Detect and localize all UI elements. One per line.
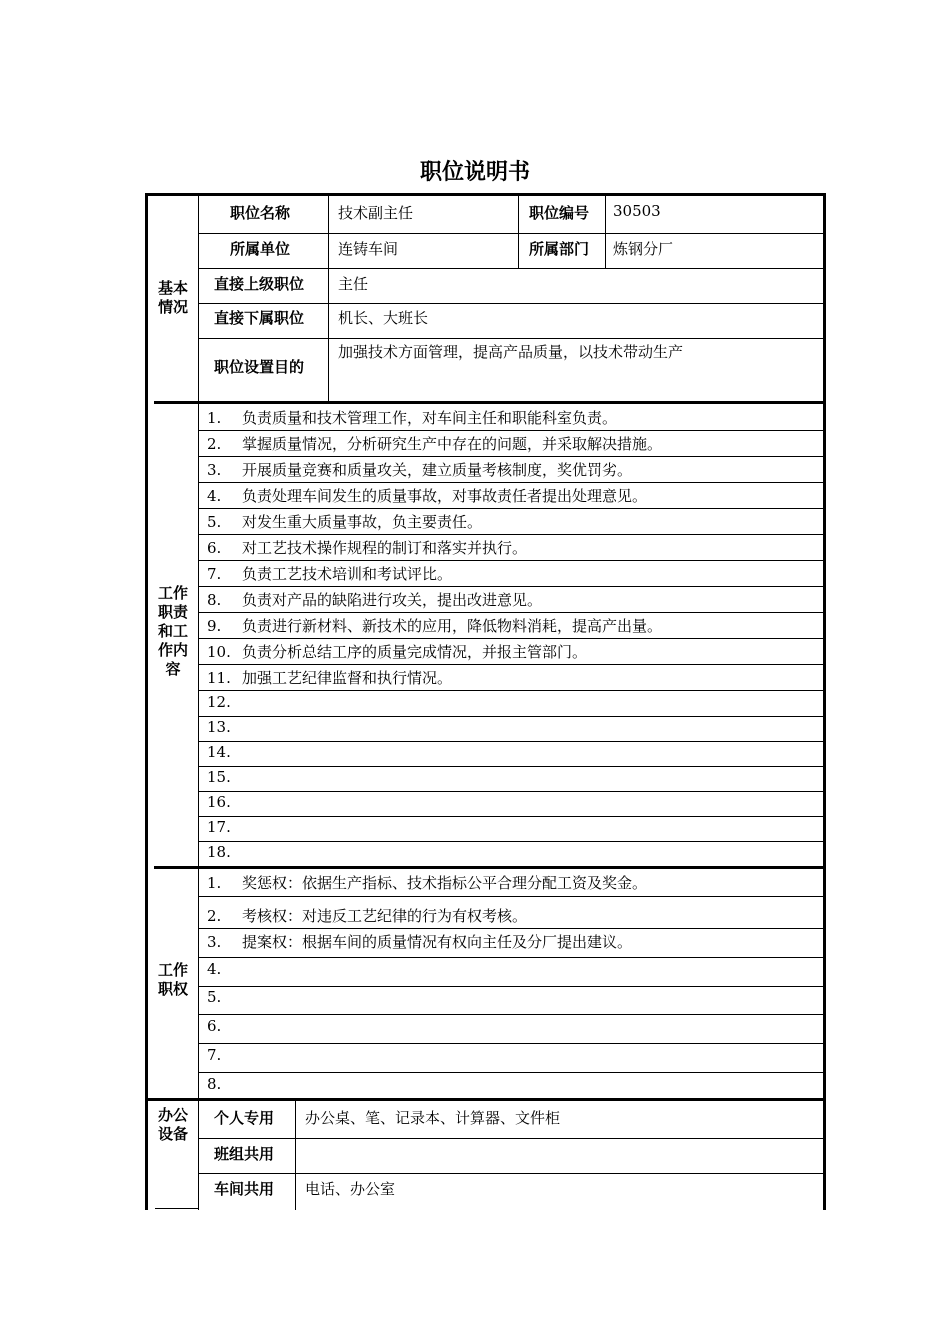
position-name-label: 职位名称 (230, 204, 291, 222)
section-separator (154, 866, 824, 869)
unit-label: 所属单位 (230, 240, 291, 258)
item-number: 6. (207, 1017, 222, 1035)
divider (198, 1173, 824, 1174)
row-divider (198, 456, 824, 457)
item-text: 对发生重大质量事故，负主要责任。 (242, 513, 483, 531)
personal-value: 办公桌、笔、记录本、计算器、文件柜 (305, 1109, 561, 1127)
item-number: 7. (207, 1046, 222, 1064)
item-text: 开展质量竞赛和质量攻关，建立质量考核制度，奖优罚劣。 (242, 461, 633, 479)
row-divider (198, 508, 824, 509)
subordinate-label: 直接下属职位 (214, 309, 305, 327)
position-code-label: 职位编号 (529, 204, 590, 222)
row-divider (198, 841, 824, 842)
list-item (207, 563, 452, 584)
item-number: 1. (207, 874, 222, 892)
item-number: 15. (207, 768, 231, 786)
item-number: 8. (207, 1075, 222, 1093)
list-item (207, 743, 242, 761)
page-title: 职位说明书 (419, 160, 530, 185)
row-divider (198, 957, 824, 958)
item-number: 3. (207, 933, 222, 951)
item-number: 4. (207, 487, 222, 505)
item-text: 负责质量和技术管理工作，对车间主任和职能科室负责。 (242, 409, 618, 427)
list-item (207, 988, 242, 1006)
item-number: 18. (207, 843, 231, 861)
list-item (207, 718, 242, 736)
list-item (207, 768, 242, 786)
purpose-value: 加强技术方面管理，提高产品质量，以技术带动生产 (338, 343, 684, 361)
divider (518, 196, 519, 268)
section-separator (154, 401, 824, 404)
row-divider (198, 638, 824, 639)
list-item (207, 843, 242, 861)
item-text: 对工艺技术操作规程的制订和落实并执行。 (242, 539, 528, 557)
item-number: 16. (207, 793, 231, 811)
item-number: 17. (207, 818, 231, 836)
row-divider (198, 986, 824, 987)
divider (198, 338, 824, 339)
row-divider (198, 612, 824, 613)
list-item (207, 960, 242, 978)
divider (605, 196, 606, 268)
item-text: 加强工艺纪律监督和执行情况。 (242, 669, 453, 687)
row-divider (198, 741, 824, 742)
list-item (207, 872, 647, 893)
list-item (207, 485, 647, 506)
row-divider (198, 716, 824, 717)
item-number: 7. (207, 565, 222, 583)
list-item (207, 589, 542, 610)
row-divider (198, 430, 824, 431)
section-equipment-label: 办公 设备 (157, 1106, 188, 1143)
dept-value: 炼钢分厂 (613, 240, 674, 258)
item-number: 2. (207, 435, 222, 453)
row-divider (198, 896, 824, 897)
section-authority-label: 工作 职权 (157, 961, 188, 998)
item-number: 5. (207, 513, 222, 531)
row-divider (198, 586, 824, 587)
list-item (207, 641, 587, 662)
row-divider (198, 690, 824, 691)
item-number: 4. (207, 960, 222, 978)
item-text: 提案权：根据车间的质量情况有权向主任及分厂提出建议。 (242, 933, 633, 951)
row-divider (198, 791, 824, 792)
item-number: 13. (207, 718, 231, 736)
list-item (207, 931, 632, 952)
item-number: 10. (207, 643, 231, 661)
table-bottom-border (155, 1208, 199, 1209)
list-item (207, 615, 662, 636)
divider (328, 196, 329, 402)
section-separator (148, 1098, 824, 1101)
item-number: 9. (207, 617, 222, 635)
purpose-label: 职位设置目的 (214, 358, 305, 376)
list-item (207, 1046, 242, 1064)
item-text: 负责进行新材料、新技术的应用，降低物料消耗，提高产出量。 (242, 617, 663, 635)
row-divider (198, 482, 824, 483)
list-item (207, 1075, 242, 1093)
item-text: 负责处理车间发生的质量事故，对事故责任者提出处理意见。 (242, 487, 648, 505)
row-divider (198, 1072, 824, 1073)
item-text: 掌握质量情况，分析研究生产中存在的问题，并采取解决措施。 (242, 435, 663, 453)
superior-label: 直接上级职位 (214, 275, 305, 293)
list-item (207, 1017, 242, 1035)
divider (198, 1138, 824, 1139)
row-divider (198, 816, 824, 817)
section-basic-label: 基本 情况 (157, 279, 188, 316)
superior-value: 主任 (338, 275, 369, 293)
item-text: 考核权：对违反工艺纪律的行为有权考核。 (242, 907, 528, 925)
list-item (207, 693, 242, 711)
personal-label: 个人专用 (214, 1109, 275, 1127)
item-number: 1. (207, 409, 222, 427)
unit-value: 连铸车间 (338, 240, 399, 258)
item-number: 2. (207, 907, 222, 925)
item-number: 12. (207, 693, 231, 711)
divider (295, 1100, 296, 1210)
list-item (207, 793, 242, 811)
row-divider (198, 534, 824, 535)
row-divider (198, 560, 824, 561)
position-code: 30503 (613, 202, 661, 220)
divider (198, 268, 824, 269)
item-number: 14. (207, 743, 231, 761)
list-item (207, 433, 662, 454)
list-item (207, 459, 632, 480)
row-divider (198, 664, 824, 665)
team-label: 班组共用 (214, 1145, 275, 1163)
item-number: 5. (207, 988, 222, 1006)
workshop-value: 电话、办公室 (305, 1180, 396, 1198)
list-item (207, 407, 617, 428)
workshop-label: 车间共用 (214, 1180, 275, 1198)
item-text: 奖惩权：依据生产指标、技术指标公平合理分配工资及奖金。 (242, 874, 648, 892)
list-item (207, 667, 452, 688)
list-item (207, 537, 527, 558)
item-number: 8. (207, 591, 222, 609)
list-item (207, 818, 242, 836)
list-item (207, 511, 482, 532)
item-text: 负责工艺技术培训和考试评比。 (242, 565, 453, 583)
row-divider (198, 766, 824, 767)
position-name: 技术副主任 (338, 204, 414, 222)
divider (198, 303, 824, 304)
item-number: 11. (207, 669, 231, 687)
divider (198, 233, 824, 234)
row-divider (198, 1014, 824, 1015)
item-text: 负责分析总结工序的质量完成情况，并报主管部门。 (242, 643, 588, 661)
item-text: 负责对产品的缺陷进行攻关，提出改进意见。 (242, 591, 543, 609)
row-divider (198, 1043, 824, 1044)
dept-label: 所属部门 (529, 240, 590, 258)
row-divider (198, 928, 824, 929)
item-number: 6. (207, 539, 222, 557)
section-duties-label: 工作 职责 和工 作内 容 (157, 584, 188, 678)
list-item (207, 905, 527, 926)
subordinate-value: 机长、大班长 (338, 309, 429, 327)
section-divider (198, 196, 199, 1210)
item-number: 3. (207, 461, 222, 479)
